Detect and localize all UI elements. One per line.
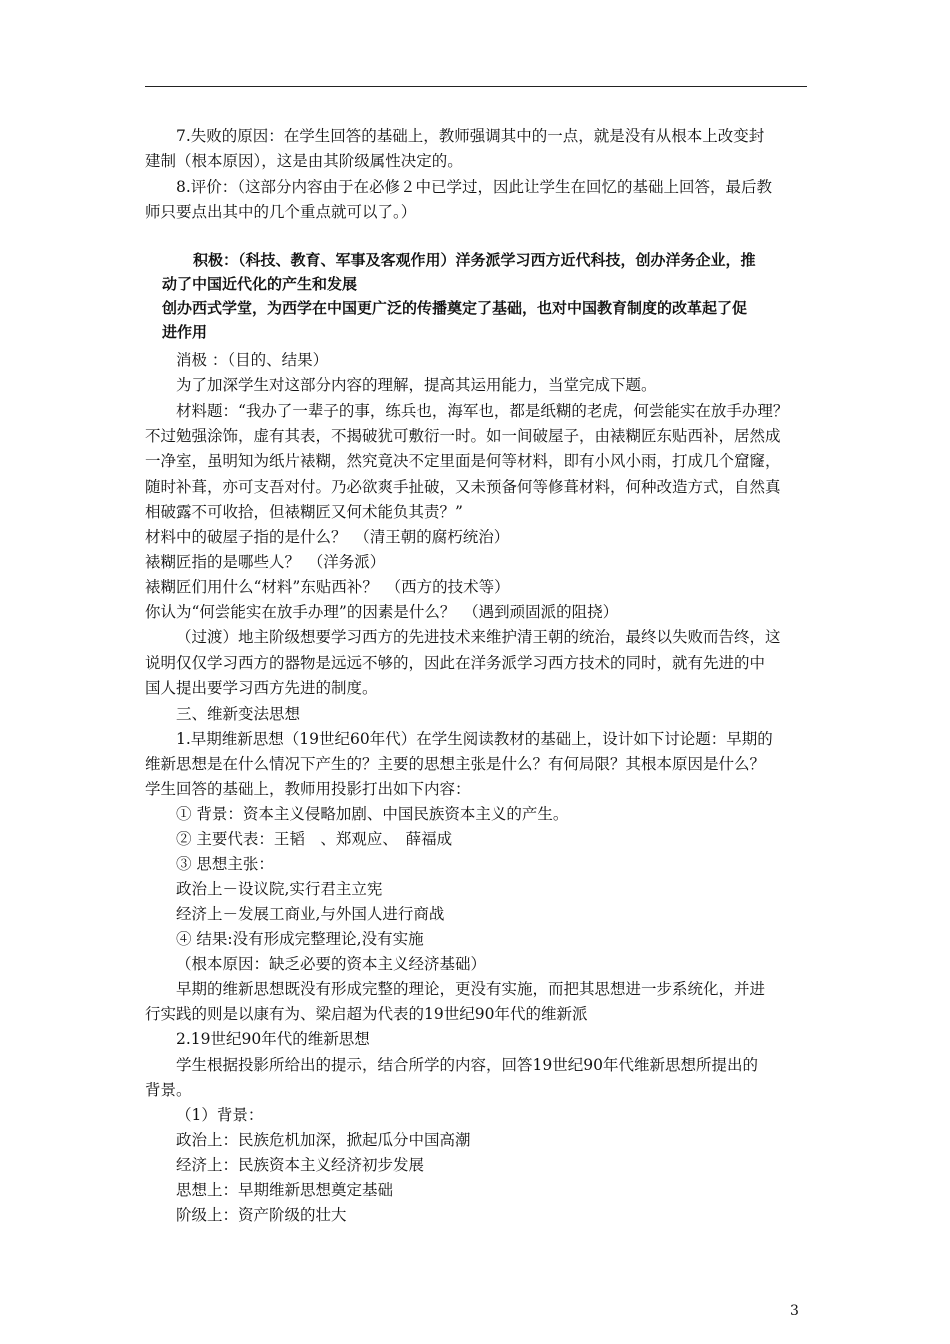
list-item: ② 主要代表：王韬 、郑观应、 薛福成 [176, 830, 453, 848]
text-line: （根本原因：缺乏必要的资本主义经济基础） [176, 955, 487, 973]
text-line: 裱糊匠们用什么“材料”东贴西补？ （西方的技术等） [145, 578, 510, 596]
section-heading: 2.19世纪90年代的维新思想 [176, 1030, 370, 1048]
text-line: 学生根据投影所给出的提示，结合所学的内容，回答19世纪90年代维新思想所提出的 [176, 1056, 758, 1074]
text-line: 阶级上：资产阶级的壮大 [176, 1206, 347, 1224]
text-line: 说明仅仅学习西方的器物是远远不够的，因此在洋务派学习西方技术的同时，就有先进的中 [145, 654, 766, 672]
text-line: 材料中的破屋子指的是什么？ （清王朝的腐朽统治） [145, 528, 510, 546]
section-heading: 三、维新变法思想 [176, 705, 301, 723]
text-line: 学生回答的基础上，教师用投影打出如下内容： [145, 780, 471, 798]
text-line: （过渡）地主阶级想要学习西方的先进技术来维护清王朝的统治，最终以失败而告终，这 [176, 628, 781, 646]
text-line: 经济上：民族资本主义经济初步发展 [176, 1156, 425, 1174]
text-line: 政治上－设议院,实行君主立宪 [176, 880, 383, 898]
bold-line: 进作用 [162, 323, 208, 341]
page-number: 3 [790, 1303, 799, 1319]
list-item: ① 背景：资本主义侵略加剧、中国民族资本主义的产生。 [176, 805, 569, 823]
text-line: 1.早期维新思想（19世纪60年代）在学生阅读教材的基础上，设计如下讨论题：早期的 [176, 730, 773, 748]
text-line: 建制（根本原因），这是由其阶级属性决定的。 [145, 152, 463, 170]
text-line: 政治上：民族危机加深，掀起瓜分中国高潮 [176, 1131, 471, 1149]
text-line: 8.评价：（这部分内容由于在必修２中已学过，因此让学生在回忆的基础上回答，最后教 [176, 178, 773, 196]
text-line: （1）背景： [176, 1106, 264, 1124]
text-line: 行实践的则是以康有为、梁启超为代表的19世纪90年代的维新派 [145, 1005, 588, 1023]
text-line: 一净室，虽明知为纸片裱糊，然究竟决不定里面是何等材料，即有小风小雨，打成几个窟窿， [145, 452, 781, 470]
text-line: 经济上－发展工商业,与外国人进行商战 [176, 905, 445, 923]
list-item: ④ 结果:没有形成完整理论,没有实施 [176, 930, 424, 948]
text-line: 思想上：早期维新思想奠定基础 [176, 1181, 394, 1199]
text-line: 师只要点出其中的几个重点就可以了。） [145, 203, 417, 221]
header-rule [145, 86, 807, 87]
text-line: 你认为“何尝能实在放手办理”的因素是什么？ （遇到顽固派的阻挠） [145, 603, 619, 621]
text-line: 早期的维新思想既没有形成完整的理论，更没有实施，而把其思想进一步系统化，并进 [176, 980, 766, 998]
text-line: 国人提出要学习西方先进的制度。 [145, 679, 378, 697]
text-line: 不过勉强涂饰，虚有其表，不揭破犹可敷衍一时。如一间破屋子，由裱糊匠东贴西补，居然成 [145, 427, 781, 445]
list-item: ③ 思想主张： [176, 855, 274, 873]
bold-line: 动了中国近代化的产生和发展 [162, 275, 358, 293]
text-line: 消极 ：（目的、结果） [176, 351, 329, 369]
text-line: 裱糊匠指的是哪些人？ （洋务派） [145, 553, 386, 571]
text-line: 背景。 [145, 1081, 192, 1099]
text-line: 7.失败的原因：在学生回答的基础上，教师强调其中的一点，就是没有从根本上改变封 [176, 127, 765, 145]
text-line: 随时补葺，亦可支吾对付。乃必欲爽手扯破，又未预备何等修葺材料，何种改造方式，自然真 [145, 478, 781, 496]
text-line: 相破露不可收拾，但裱糊匠又何术能负其责？” [145, 503, 463, 521]
text-line: 材料题：“我办了一辈子的事，练兵也，海军也，都是纸糊的老虎，何尝能实在放手办理？ [176, 402, 789, 420]
bold-line: 创办西式学堂，为西学在中国更广泛的传播奠定了基础，也对中国教育制度的改革起了促 [162, 299, 748, 317]
text-line: 为了加深学生对这部分内容的理解，提高其运用能力，当堂完成下题。 [176, 376, 657, 394]
bold-line: 积极：（科技、教育、军事及客观作用）洋务派学习西方近代科技，创办洋务企业，推 [193, 251, 756, 269]
text-line: 维新思想是在什么情况下产生的？主要的思想主张是什么？有何局限？其根本原因是什么？ [145, 755, 766, 773]
